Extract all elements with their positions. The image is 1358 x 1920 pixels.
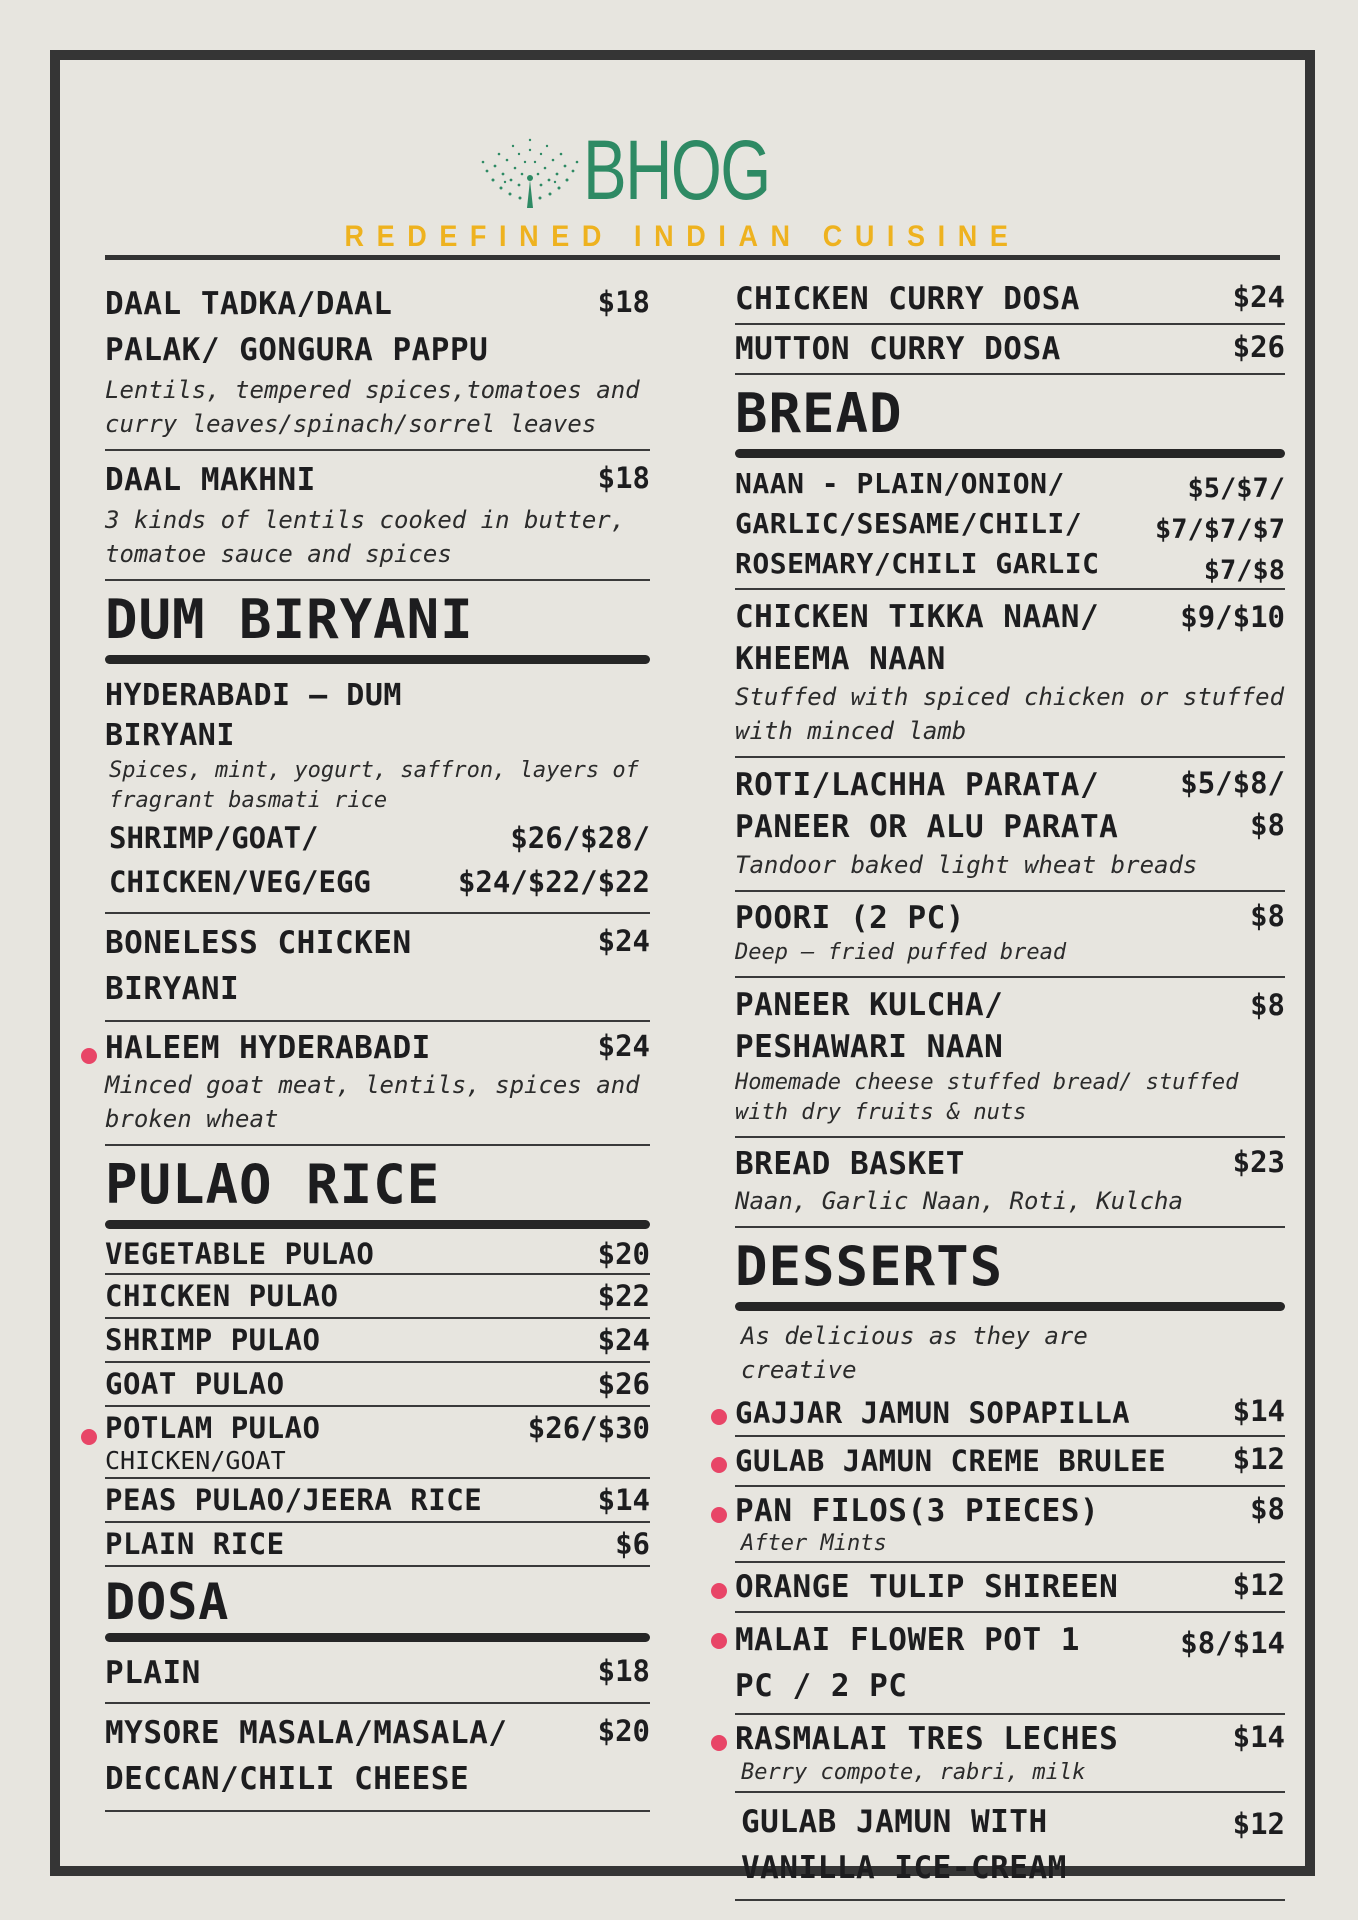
section-bar	[105, 655, 650, 664]
left-column	[105, 275, 650, 1812]
item-price: $24	[597, 1323, 650, 1357]
item-price: $12	[1232, 1807, 1285, 1841]
menu-frame	[50, 50, 1315, 1886]
item-price: $7/$8	[1203, 555, 1285, 586]
signature-dot-icon	[711, 1583, 727, 1599]
item-name: RASMALAI TRES LECHES	[735, 1721, 1119, 1757]
item-desc: Tandoor baked light wheat breads	[735, 851, 1198, 879]
item-desc: 3 kinds of lentils cooked in butter, tomatoe sauce and spices	[105, 506, 626, 568]
item-name: DAAL TADKA/DAAL PALAK/ GONGURA PAPPU	[105, 286, 489, 368]
menu-item	[105, 451, 650, 581]
item-name: ROSEMARY/CHILI GARLIC	[735, 547, 1100, 580]
section-bar	[735, 1302, 1285, 1311]
menu-item	[105, 1235, 650, 1275]
menu-item	[735, 758, 1285, 892]
item-name: ROTI/LACHHA PARATA/ PANEER OR ALU PARATA	[735, 767, 1119, 845]
variant-row	[105, 816, 650, 860]
logo	[475, 120, 822, 220]
item-name: PAN FILOS(3 PIECES)	[735, 1493, 1100, 1529]
menu-item	[735, 1138, 1285, 1228]
section-bar	[105, 1220, 650, 1229]
item-price: $8	[1250, 808, 1285, 842]
menu-item	[735, 464, 1285, 590]
menu-item	[735, 978, 1285, 1138]
variant-name: SHRIMP/GOAT/	[109, 821, 319, 855]
item-name: PLAIN	[105, 1655, 201, 1691]
signature-dot-icon	[81, 1429, 97, 1445]
menu-item	[105, 1648, 650, 1704]
signature-dot-icon	[711, 1409, 727, 1425]
item-price: $8	[1250, 899, 1285, 933]
brand-tagline: REDEFINED INDIAN CUISINE	[344, 220, 1021, 253]
item-price: $6	[615, 1527, 650, 1561]
item-desc: Deep – fried puffed bread	[735, 940, 1067, 965]
item-price: $20	[597, 1237, 650, 1271]
item-name: ORANGE TULIP SHIREEN	[735, 1569, 1119, 1605]
section-intro: As delicious as they are creative	[741, 1322, 1088, 1384]
menu-item	[735, 325, 1285, 375]
item-name: CHICKEN TIKKA NAAN/ KHEEMA NAAN	[735, 599, 1100, 677]
brand-name: BHOG	[583, 123, 770, 217]
item-price: $26	[1232, 330, 1285, 364]
item-desc: Lentils, tempered spices,tomatoes and curry leaves/spinach/sorrel leaves	[105, 376, 640, 438]
item-desc: Spices, mint, yogurt, saffron, layers of fragrant basmati rice	[109, 758, 639, 813]
divider	[105, 255, 1280, 260]
item-name: CHICKEN CURRY DOSA	[735, 281, 1080, 317]
signature-dot-icon	[711, 1735, 727, 1751]
item-desc: After Mints	[741, 1531, 887, 1556]
item-name: DAAL MAKHNI	[105, 462, 316, 498]
menu-item	[105, 275, 650, 451]
menu-item	[105, 670, 650, 914]
item-name: NAAN - PLAIN/ONION/	[735, 467, 1065, 500]
section-title: PULAO RICE	[105, 1153, 441, 1216]
item-name: SHRIMP PULAO	[105, 1323, 321, 1357]
item-price: $22	[597, 1279, 650, 1313]
menu-item	[735, 1391, 1285, 1437]
menu-item	[105, 1523, 650, 1567]
menu-item	[735, 1487, 1285, 1563]
item-desc: Minced goat meat, lentils, spices and broken wheat	[105, 1071, 640, 1133]
section-title: DESSERTS	[735, 1235, 1004, 1298]
item-desc: Homemade cheese stuffed bread/ stuffed with dry fruits & nuts	[735, 1070, 1239, 1125]
item-price: $14	[1232, 1394, 1285, 1428]
item-price: $14	[1232, 1720, 1285, 1754]
item-name: POORI (2 PC)	[735, 900, 965, 936]
item-price: $8	[1250, 988, 1285, 1022]
item-price: $8	[1250, 1492, 1285, 1526]
item-price: $9/$10	[1180, 600, 1285, 634]
item-price: $14	[597, 1483, 650, 1517]
item-price: $24	[597, 1029, 650, 1063]
section-bar	[105, 1633, 650, 1642]
item-name: MALAI FLOWER POT 1 PC / 2 PC	[735, 1622, 1080, 1704]
menu-item	[105, 1363, 650, 1407]
menu-item	[735, 1793, 1285, 1901]
item-sub: CHICKEN/GOAT	[105, 1446, 286, 1475]
item-price: $5/$8/	[1180, 766, 1285, 800]
menu-item	[735, 892, 1285, 978]
item-price: $7/$7/$7	[1154, 514, 1285, 545]
variant-row	[105, 860, 650, 904]
signature-dot-icon	[81, 1048, 97, 1064]
item-name: PANEER KULCHA/ PESHAWARI NAAN	[735, 987, 1004, 1065]
menu-item	[105, 1407, 650, 1479]
item-price-stack	[1155, 468, 1285, 591]
signature-dot-icon	[711, 1457, 727, 1473]
item-name: GARLIC/SESAME/CHILI/	[735, 507, 1083, 540]
item-price: $18	[597, 285, 650, 319]
item-name: BREAD BASKET	[735, 1146, 965, 1182]
item-price: $18	[597, 1654, 650, 1688]
item-name: MYSORE MASALA/MASALA/ DECCAN/CHILI CHEESE	[105, 1715, 508, 1797]
menu-item	[735, 1437, 1285, 1487]
menu-item	[105, 1275, 650, 1319]
section-title: BREAD	[735, 382, 903, 445]
menu-item	[105, 1704, 650, 1812]
item-desc: Naan, Garlic Naan, Roti, Kulcha	[735, 1187, 1183, 1215]
menu-item	[105, 1319, 650, 1363]
item-price: $26	[597, 1367, 650, 1401]
item-name: GULAB JAMUN CREME BRULEE	[735, 1444, 1167, 1478]
item-name: CHICKEN PULAO	[105, 1279, 339, 1313]
item-price: $8/$14	[1180, 1626, 1285, 1660]
item-price: $5/$7/	[1187, 473, 1285, 504]
section-title: DOSA	[105, 1573, 230, 1631]
peacock-icon	[475, 130, 585, 210]
menu-item	[735, 275, 1285, 325]
section-title: DUM BIRYANI	[105, 588, 474, 651]
menu-header	[60, 100, 1305, 253]
menu-item	[105, 1022, 650, 1146]
item-name: GOAT PULAO	[105, 1367, 285, 1401]
item-price: $18	[597, 461, 650, 495]
item-name: GAJJAR JAMUN SOPAPILLA	[735, 1396, 1131, 1430]
item-name: HYDERABADI – DUM BIRYANI	[105, 678, 402, 753]
item-name: MUTTON CURRY DOSA	[735, 331, 1061, 367]
item-name: GULAB JAMUN WITH VANILLA ICE-CREAM	[741, 1804, 1067, 1886]
menu-item	[105, 914, 650, 1022]
item-price: $23	[1232, 1145, 1285, 1179]
right-column	[735, 275, 1285, 1901]
signature-dot-icon	[711, 1633, 727, 1649]
item-desc: Berry compote, rabri, milk	[741, 1760, 1086, 1785]
menu-item	[105, 1479, 650, 1523]
item-price: $24	[597, 924, 650, 958]
item-name: PEAS PULAO/JEERA RICE	[105, 1483, 483, 1517]
item-name: HALEEM HYDERABADI	[105, 1030, 431, 1066]
item-name: VEGETABLE PULAO	[105, 1237, 375, 1271]
item-desc: Stuffed with spiced chicken or stuffed with minced lamb	[735, 683, 1285, 745]
variant-price: $26/$28/	[510, 821, 650, 855]
signature-dot-icon	[711, 1507, 727, 1523]
variant-name: CHICKEN/VEG/EGG	[109, 865, 371, 899]
menu-item	[735, 1613, 1285, 1715]
item-price-stack	[1180, 762, 1285, 846]
variant-price: $24/$22/$22	[457, 865, 650, 899]
item-price: $24	[1232, 280, 1285, 314]
menu-item	[735, 590, 1285, 758]
item-name: PLAIN RICE	[105, 1527, 285, 1561]
item-name: POTLAM PULAO	[105, 1411, 321, 1445]
item-price: $26/$30	[527, 1411, 650, 1445]
menu-item	[735, 1563, 1285, 1613]
section-bar	[735, 449, 1285, 458]
menu-item	[735, 1715, 1285, 1793]
item-name: BONELESS CHICKEN BIRYANI	[105, 925, 412, 1007]
item-price: $12	[1232, 1568, 1285, 1602]
item-price: $12	[1232, 1442, 1285, 1476]
item-price: $20	[597, 1714, 650, 1748]
